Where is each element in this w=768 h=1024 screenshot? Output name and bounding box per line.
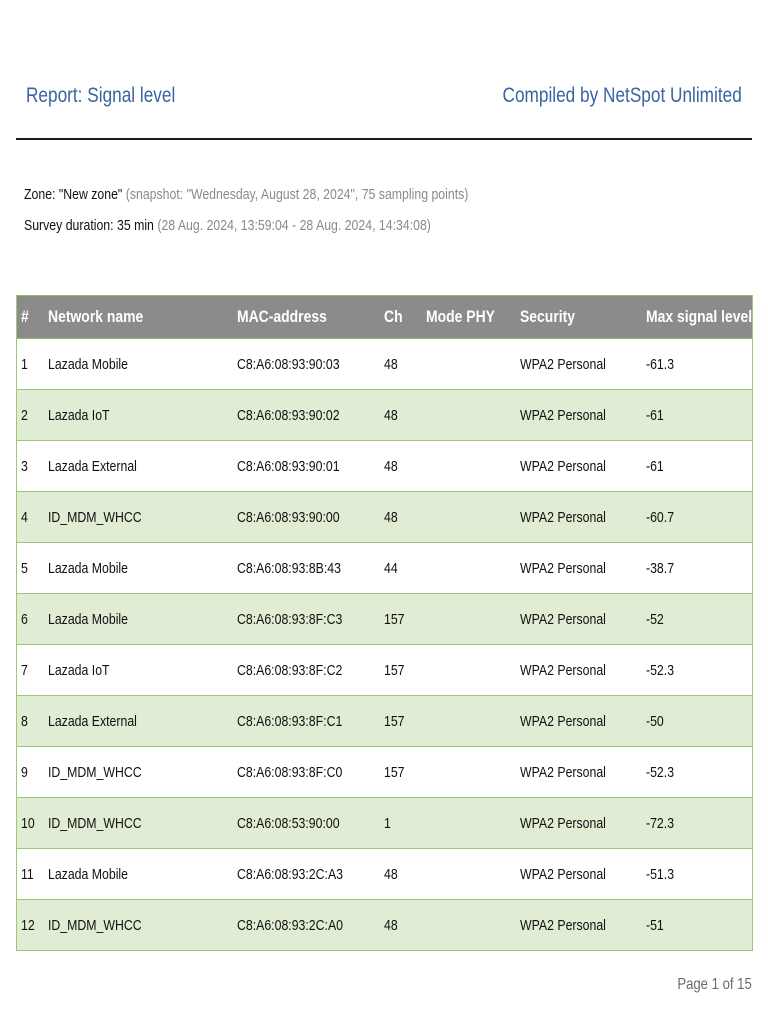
cell-security: WPA2 Personal xyxy=(520,747,646,798)
column-header-network-name: Network name xyxy=(48,296,237,339)
cell-row-number: 4 xyxy=(17,492,48,543)
cell-network-name: Lazada Mobile xyxy=(48,543,237,594)
cell-row-number: 11 xyxy=(17,849,48,900)
column-header-number: # xyxy=(17,296,48,339)
cell-channel: 48 xyxy=(384,390,426,441)
cell-row-number: 6 xyxy=(17,594,48,645)
cell-security: WPA2 Personal xyxy=(520,390,646,441)
cell-network-name: ID_MDM_WHCC xyxy=(48,492,237,543)
cell-mode-phy xyxy=(426,747,520,798)
report-title: Report: Signal level xyxy=(26,84,176,107)
duration-detail: (28 Aug. 2024, 13:59:04 - 28 Aug. 2024, 14:34:08) xyxy=(157,217,431,234)
column-header-security: Security xyxy=(520,296,646,339)
cell-security: WPA2 Personal xyxy=(520,441,646,492)
cell-row-number: 7 xyxy=(17,645,48,696)
cell-security: WPA2 Personal xyxy=(520,900,646,951)
cell-channel: 157 xyxy=(384,696,426,747)
cell-max-signal-level: -61 xyxy=(646,441,753,492)
page-number: Page 1 of 15 xyxy=(677,976,752,993)
cell-mode-phy xyxy=(426,441,520,492)
cell-network-name: ID_MDM_WHCC xyxy=(48,900,237,951)
column-header-channel: Ch xyxy=(384,296,426,339)
cell-max-signal-level: -51.3 xyxy=(646,849,753,900)
survey-duration-info xyxy=(24,217,431,234)
cell-security: WPA2 Personal xyxy=(520,645,646,696)
report-header xyxy=(26,84,742,114)
zone-detail: (snapshot: "Wednesday, August 28, 2024", 75 sampling points) xyxy=(125,186,469,203)
table-row xyxy=(17,747,753,798)
table-row xyxy=(17,390,753,441)
table-row xyxy=(17,798,753,849)
table-row xyxy=(17,849,753,900)
table-row xyxy=(17,339,753,390)
column-header-max-signal-level: Max signal level xyxy=(646,296,753,339)
cell-mac-address: C8:A6:08:93:90:01 xyxy=(237,441,384,492)
cell-channel: 48 xyxy=(384,441,426,492)
cell-row-number: 1 xyxy=(17,339,48,390)
cell-network-name: Lazada External xyxy=(48,696,237,747)
signal-level-table xyxy=(16,295,753,951)
cell-max-signal-level: -38.7 xyxy=(646,543,753,594)
table-row xyxy=(17,645,753,696)
cell-channel: 157 xyxy=(384,594,426,645)
cell-row-number: 8 xyxy=(17,696,48,747)
cell-max-signal-level: -52.3 xyxy=(646,747,753,798)
cell-mac-address: C8:A6:08:93:8F:C1 xyxy=(237,696,384,747)
cell-channel: 48 xyxy=(384,900,426,951)
cell-network-name: Lazada Mobile xyxy=(48,339,237,390)
table-row xyxy=(17,543,753,594)
cell-mac-address: C8:A6:08:93:2C:A3 xyxy=(237,849,384,900)
cell-max-signal-level: -51 xyxy=(646,900,753,951)
cell-mode-phy xyxy=(426,645,520,696)
cell-network-name: Lazada Mobile xyxy=(48,849,237,900)
cell-security: WPA2 Personal xyxy=(520,594,646,645)
cell-max-signal-level: -52.3 xyxy=(646,645,753,696)
cell-mac-address: C8:A6:08:93:8F:C0 xyxy=(237,747,384,798)
cell-mac-address: C8:A6:08:93:8B:43 xyxy=(237,543,384,594)
zone-label: Zone: "New zone" xyxy=(24,186,123,203)
table-row xyxy=(17,900,753,951)
cell-network-name: Lazada Mobile xyxy=(48,594,237,645)
cell-mode-phy xyxy=(426,594,520,645)
cell-security: WPA2 Personal xyxy=(520,696,646,747)
table-row xyxy=(17,594,753,645)
cell-row-number: 3 xyxy=(17,441,48,492)
cell-security: WPA2 Personal xyxy=(520,543,646,594)
cell-max-signal-level: -61.3 xyxy=(646,339,753,390)
cell-channel: 1 xyxy=(384,798,426,849)
cell-mode-phy xyxy=(426,696,520,747)
duration-label: Survey duration: 35 min xyxy=(24,217,154,234)
cell-channel: 44 xyxy=(384,543,426,594)
cell-mac-address: C8:A6:08:93:8F:C2 xyxy=(237,645,384,696)
header-divider xyxy=(16,138,752,140)
cell-network-name: ID_MDM_WHCC xyxy=(48,747,237,798)
table-header-row xyxy=(17,296,753,339)
cell-row-number: 9 xyxy=(17,747,48,798)
cell-mac-address: C8:A6:08:93:90:02 xyxy=(237,390,384,441)
cell-channel: 48 xyxy=(384,339,426,390)
cell-max-signal-level: -61 xyxy=(646,390,753,441)
table-row xyxy=(17,696,753,747)
cell-mode-phy xyxy=(426,390,520,441)
column-header-mac-address: MAC-address xyxy=(237,296,384,339)
cell-mac-address: C8:A6:08:53:90:00 xyxy=(237,798,384,849)
cell-row-number: 12 xyxy=(17,900,48,951)
column-header-mode-phy: Mode PHY xyxy=(426,296,520,339)
cell-network-name: ID_MDM_WHCC xyxy=(48,798,237,849)
cell-mode-phy xyxy=(426,798,520,849)
cell-mode-phy xyxy=(426,339,520,390)
cell-security: WPA2 Personal xyxy=(520,849,646,900)
cell-mode-phy xyxy=(426,492,520,543)
cell-mode-phy xyxy=(426,849,520,900)
cell-row-number: 2 xyxy=(17,390,48,441)
cell-max-signal-level: -52 xyxy=(646,594,753,645)
cell-network-name: Lazada External xyxy=(48,441,237,492)
table-row xyxy=(17,492,753,543)
cell-security: WPA2 Personal xyxy=(520,492,646,543)
compiled-by-label: Compiled by NetSpot Unlimited xyxy=(502,84,742,107)
cell-mode-phy xyxy=(426,543,520,594)
cell-max-signal-level: -50 xyxy=(646,696,753,747)
cell-max-signal-level: -72.3 xyxy=(646,798,753,849)
cell-channel: 48 xyxy=(384,849,426,900)
cell-channel: 157 xyxy=(384,747,426,798)
table-body xyxy=(17,339,753,951)
cell-network-name: Lazada IoT xyxy=(48,390,237,441)
cell-row-number: 10 xyxy=(17,798,48,849)
cell-max-signal-level: -60.7 xyxy=(646,492,753,543)
cell-mac-address: C8:A6:08:93:8F:C3 xyxy=(237,594,384,645)
cell-security: WPA2 Personal xyxy=(520,798,646,849)
cell-network-name: Lazada IoT xyxy=(48,645,237,696)
cell-channel: 157 xyxy=(384,645,426,696)
cell-mode-phy xyxy=(426,900,520,951)
cell-security: WPA2 Personal xyxy=(520,339,646,390)
cell-mac-address: C8:A6:08:93:90:03 xyxy=(237,339,384,390)
cell-mac-address: C8:A6:08:93:2C:A0 xyxy=(237,900,384,951)
cell-channel: 48 xyxy=(384,492,426,543)
cell-mac-address: C8:A6:08:93:90:00 xyxy=(237,492,384,543)
cell-row-number: 5 xyxy=(17,543,48,594)
table-row xyxy=(17,441,753,492)
zone-info xyxy=(24,186,468,203)
